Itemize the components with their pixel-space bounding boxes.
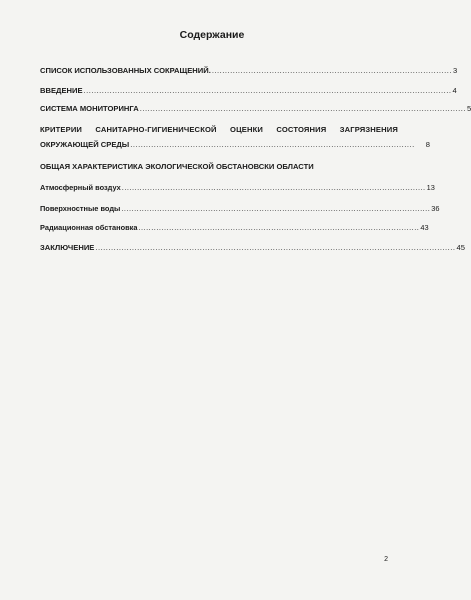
document-title: Содержание xyxy=(179,29,245,41)
toc-entry-text: ЗАКЛЮЧЕНИЕ xyxy=(40,243,95,252)
toc-entry-text: Атмосферный воздух xyxy=(40,183,121,192)
toc-entry-text-line2: ОКРУЖАЮЩЕЙ СРЕДЫ xyxy=(40,140,130,149)
toc-entry-criteria xyxy=(40,125,430,150)
toc-leader-dots: ............................................................................................................................. xyxy=(139,104,466,113)
toc-page-number: 43 xyxy=(420,223,429,232)
toc-entry-text: СИСТЕМА МОНИТОРИНГА xyxy=(40,104,139,113)
toc-leader-dots: ....................................................................................................................... xyxy=(121,183,426,192)
toc-entry-text-line1: КРИТЕРИИ САНИТАРНО-ГИГИЕНИЧЕСКОЙ ОЦЕНКИ СОСТОЯНИЯ ЗАГРЯЗНЕНИЯ xyxy=(40,125,398,134)
toc-page-number: 5 xyxy=(466,104,471,113)
toc-entry-atmospheric-air xyxy=(40,183,435,193)
toc-entry-radiation xyxy=(40,223,429,233)
toc-leader-dots: ......................................................................................................................... xyxy=(121,204,431,213)
toc-entry-text: Поверхностные воды xyxy=(40,204,121,213)
toc-entry-surface-water xyxy=(40,204,440,214)
toc-leader-dots: ............................................................................................................. xyxy=(130,140,415,149)
toc-entry-text: ВВЕДЕНИЕ xyxy=(40,86,83,95)
toc-page-number: 8 xyxy=(425,140,430,149)
toc-entry-ecological-overview xyxy=(40,162,398,172)
toc-entry-introduction xyxy=(40,86,457,96)
toc-leader-dots: .......................................................................................................................................... xyxy=(95,243,456,252)
toc-leader-dots: ............................................................................................ xyxy=(211,66,452,75)
toc-entry-text: ОБЩАЯ ХАРАКТЕРИСТИКА ЭКОЛОГИЧЕСКОЙ ОБСТАНОВСКИ ОБЛАСТИ xyxy=(40,162,314,171)
toc-page-number: 4 xyxy=(452,86,457,95)
page-number: 2 xyxy=(384,556,388,563)
toc-entry-monitoring-system xyxy=(40,104,471,114)
toc-leader-dots: ............................................................................................................................................. xyxy=(83,86,452,95)
toc-page-number: 36 xyxy=(431,204,440,213)
toc-entry-conclusion xyxy=(40,243,465,253)
toc-entry-abbreviations xyxy=(40,66,458,76)
toc-leader-dots: .............................................................................................................. xyxy=(138,223,420,232)
toc-entry-text: Радиационная обстановка xyxy=(40,223,138,232)
toc-entry-text: СПИСОК ИСПОЛЬЗОВАННЫХ СОКРАЩЕНИЙ. xyxy=(40,66,211,75)
toc-page-number: 45 xyxy=(456,243,465,252)
toc-page-number: 13 xyxy=(426,183,435,192)
toc-page-number: 3 xyxy=(452,66,458,75)
